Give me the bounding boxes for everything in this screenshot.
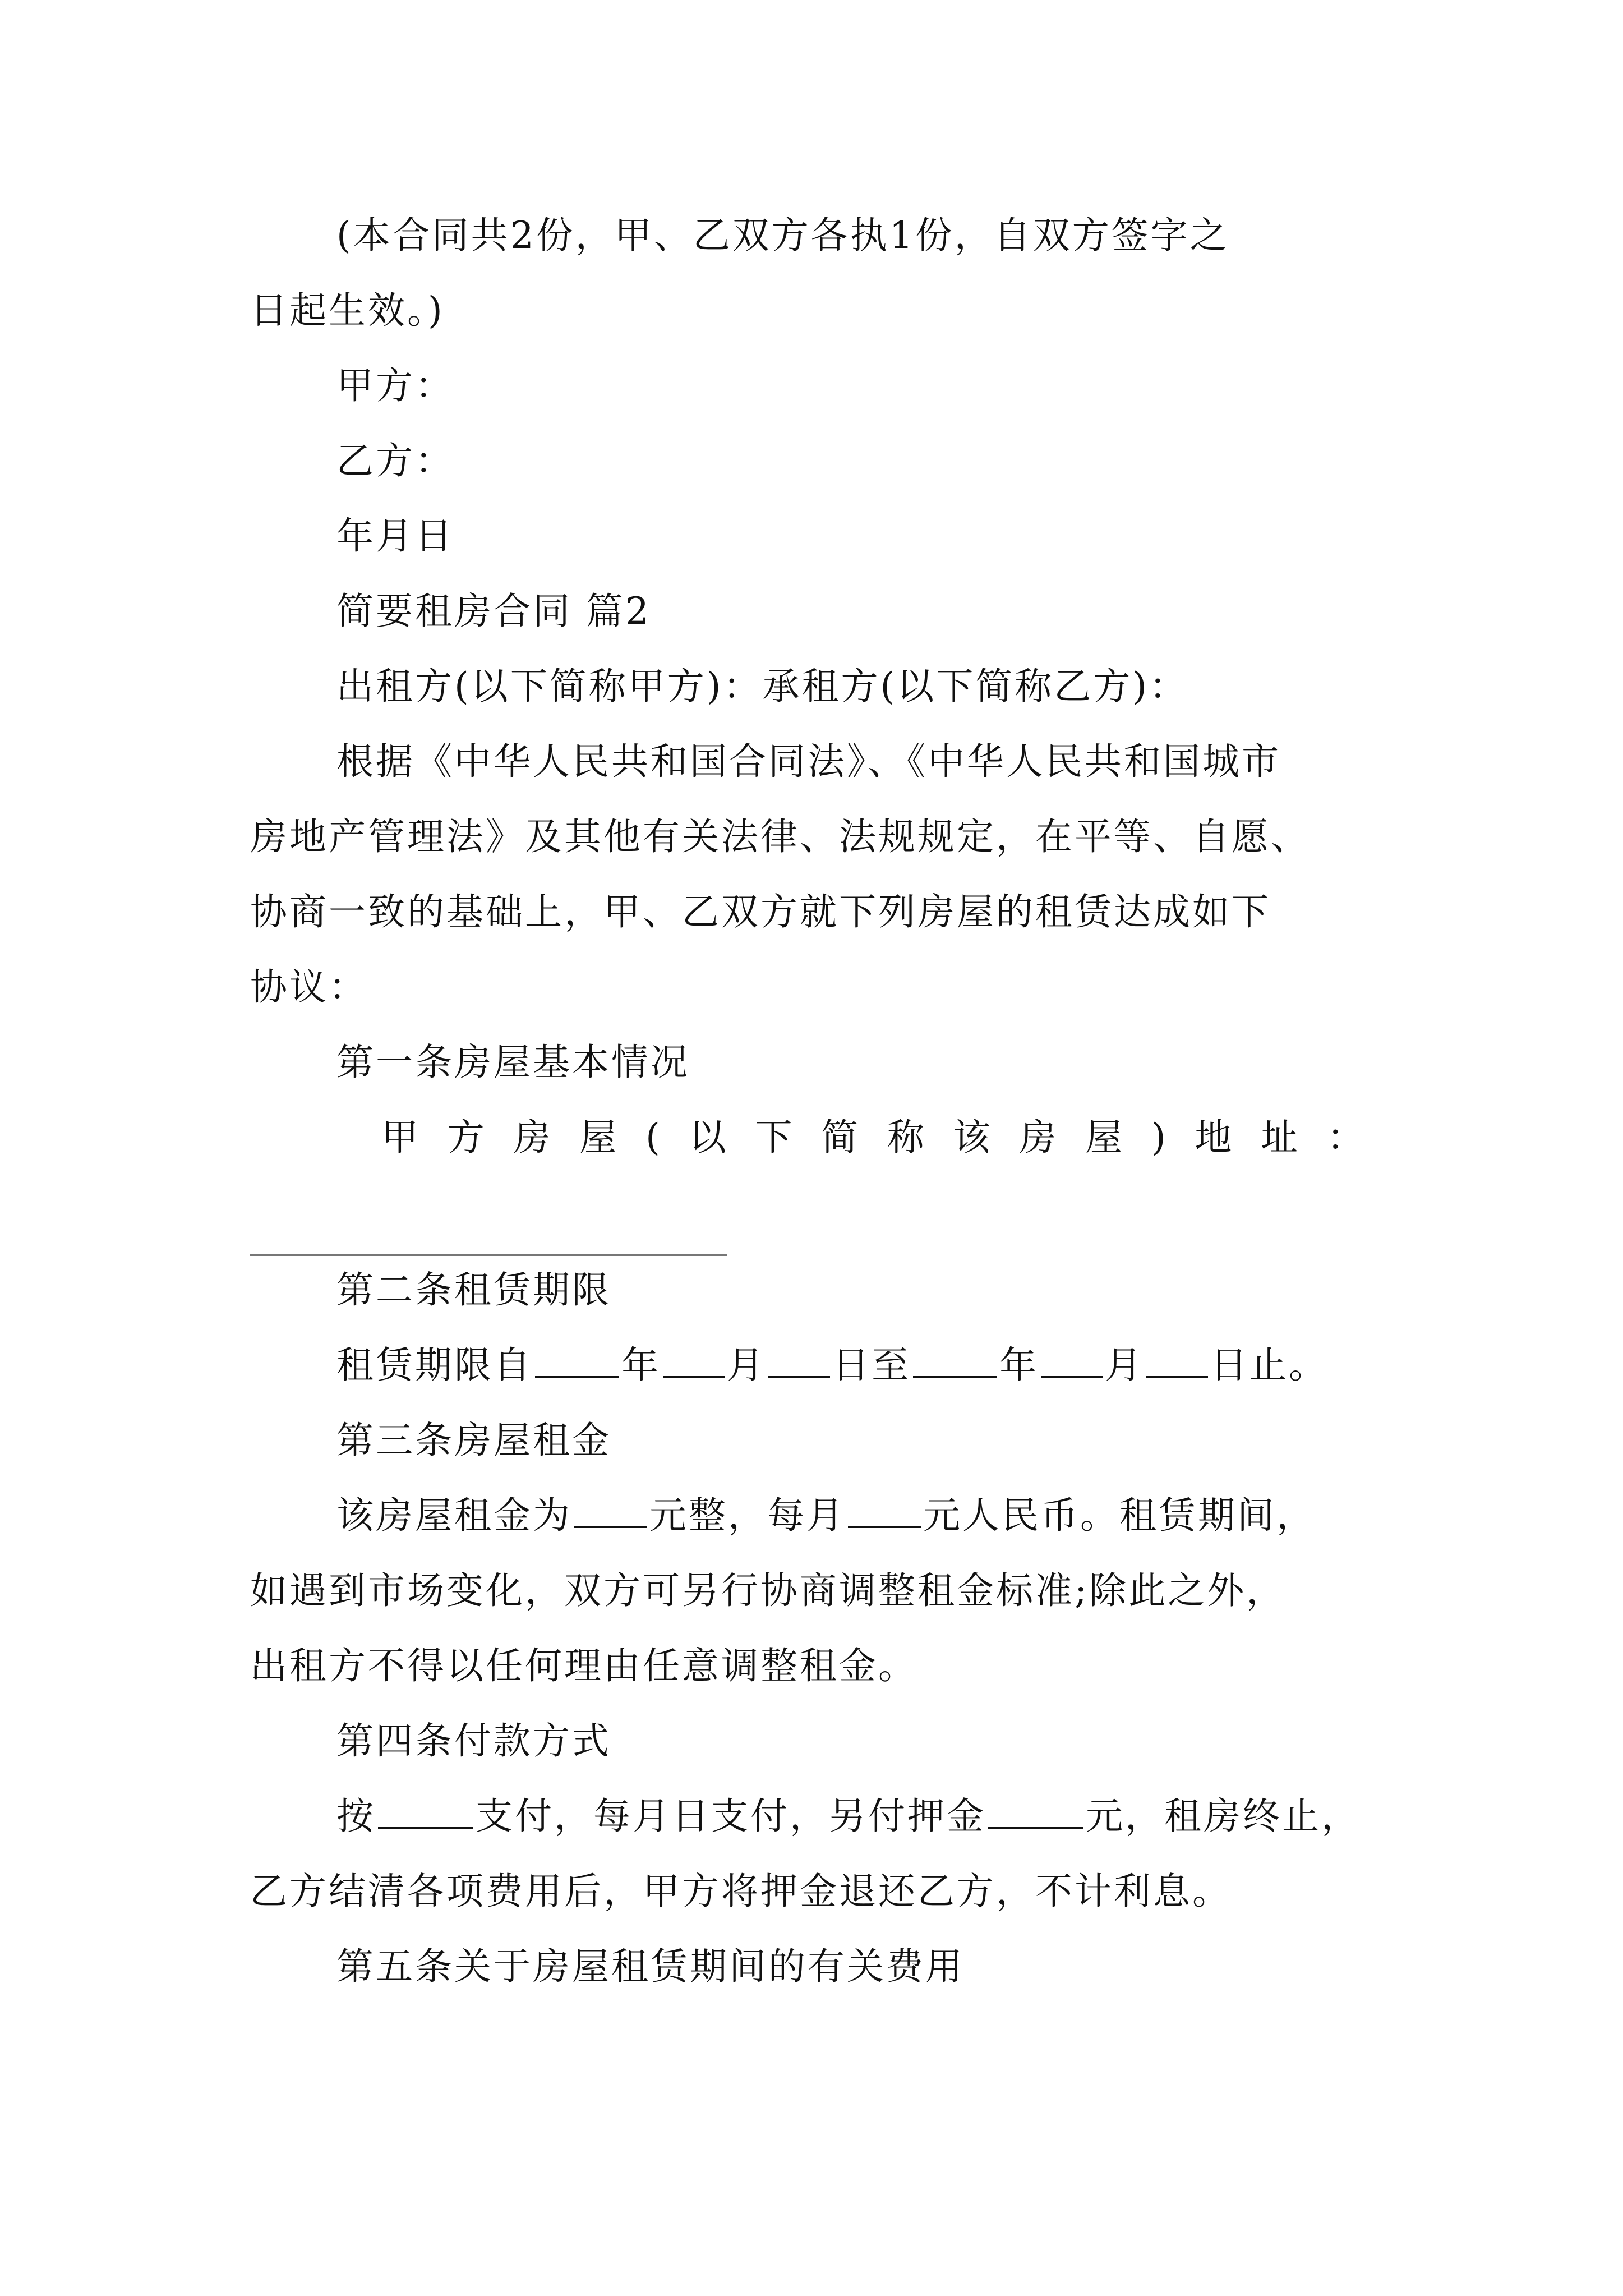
parties-line <box>336 664 1188 709</box>
blank-field <box>913 1343 997 1378</box>
address-char: 该 <box>953 1116 993 1159</box>
party-b-signature-line <box>336 439 454 484</box>
address-char: 房 <box>513 1116 553 1159</box>
payment-text: 支付，每月日支付，另付押金 <box>476 1795 986 1838</box>
paragraph-line <box>250 1568 1366 1613</box>
article-4-heading <box>336 1719 611 1764</box>
address-char: 下 <box>755 1116 795 1159</box>
payment-text: 元，租房终止， <box>1086 1795 1361 1838</box>
article-3-heading <box>336 1418 611 1463</box>
term-text: 租赁期限自 <box>336 1343 533 1387</box>
address-char: 方 <box>447 1116 487 1159</box>
payment-text: 按 <box>336 1795 376 1838</box>
section-title <box>336 589 651 634</box>
address-char: 称 <box>887 1116 926 1159</box>
text-line: 协议： <box>250 965 368 1009</box>
blank-field <box>848 1494 921 1528</box>
blank-field <box>378 1795 473 1829</box>
blank-underline <box>250 1254 727 1256</box>
text-line: 出租方不得以任何理由任意调整租金。 <box>250 1644 917 1687</box>
address-char: ： <box>1326 1116 1366 1159</box>
address-char: 屋 <box>1085 1116 1125 1159</box>
rent-text: 元整，每月 <box>649 1494 846 1537</box>
text-line: 甲方： <box>336 364 454 407</box>
text-line: 第四条付款方式 <box>336 1719 611 1763</box>
payment-line <box>336 1794 1361 1839</box>
paragraph-line <box>250 1644 917 1688</box>
lease-term-line <box>336 1343 1328 1388</box>
text-line: 房地产管理法》及其他有关法律、法规规定，在平等、自愿、 <box>250 815 1310 858</box>
blank-field <box>1041 1343 1103 1378</box>
address-char: 房 <box>1019 1116 1059 1159</box>
address-char: 址 <box>1261 1116 1301 1159</box>
text-line: 出租方(以下简称甲方)：承租方(以下简称乙方)： <box>336 665 1188 708</box>
text-line: (本合同共2份，甲、乙双方各执1份，自双方签字之 <box>336 214 1229 257</box>
rent-line <box>336 1493 1316 1538</box>
contract-copies-line <box>336 213 1366 258</box>
paragraph-line <box>250 890 1366 935</box>
address-char: 屋 <box>579 1116 619 1159</box>
text-line: 简要租房合同 篇2 <box>336 590 651 633</box>
text-line: 日起生效。) <box>250 289 445 332</box>
text-line: 年月日 <box>336 514 454 558</box>
date-line <box>336 514 454 559</box>
paragraph-line <box>336 739 1366 784</box>
text-line: 乙方结清各项费用后，甲方将押金退还乙方，不计利息。 <box>250 1870 1232 1913</box>
text-line: 第一条房屋基本情况 <box>336 1041 690 1084</box>
term-text: 年 <box>999 1343 1039 1387</box>
address-char: 甲 <box>381 1116 421 1159</box>
blank-field <box>535 1343 619 1378</box>
address-char: ( <box>645 1116 662 1159</box>
paragraph-line <box>250 965 368 1010</box>
address-line <box>381 1115 1366 1160</box>
text-line: 如遇到市场变化，双方可另行协商调整租金标准;除此之外， <box>250 1569 1286 1612</box>
text-line: 第三条房屋租金 <box>336 1419 611 1462</box>
address-char: 简 <box>821 1116 861 1159</box>
rent-text: 元人民币。租赁期间， <box>923 1494 1316 1537</box>
address-char: 以 <box>689 1116 728 1159</box>
term-text: 月 <box>1105 1343 1144 1387</box>
term-text: 日至 <box>832 1343 911 1387</box>
blank-field <box>663 1343 725 1378</box>
term-text: 年 <box>621 1343 661 1387</box>
article-1-heading <box>336 1040 690 1085</box>
blank-field <box>574 1494 647 1528</box>
article-2-heading <box>336 1268 611 1313</box>
paragraph-line <box>250 1869 1232 1914</box>
paragraph-line <box>250 815 1366 859</box>
text-line: 第五条关于房屋租赁期间的有关费用 <box>336 1945 965 1988</box>
term-text: 日止。 <box>1210 1343 1328 1387</box>
party-a-signature-line <box>336 364 454 408</box>
blank-field <box>768 1343 830 1378</box>
text-line: 乙方： <box>336 439 454 482</box>
blank-field <box>1146 1343 1208 1378</box>
contract-effective-line <box>250 288 445 333</box>
text-line: 协商一致的基础上，甲、乙双方就下列房屋的租赁达成如下 <box>250 890 1271 933</box>
rent-text: 该房屋租金为 <box>336 1494 572 1537</box>
article-5-heading <box>336 1944 965 1989</box>
text-line: 第二条租赁期限 <box>336 1268 611 1312</box>
address-char: 地 <box>1195 1116 1234 1159</box>
text-line: 根据《中华人民共和国合同法》、《中华人民共和国城市 <box>336 740 1281 783</box>
blank-field <box>988 1795 1083 1829</box>
term-text: 月 <box>727 1343 766 1387</box>
address-char: ) <box>1151 1116 1168 1159</box>
